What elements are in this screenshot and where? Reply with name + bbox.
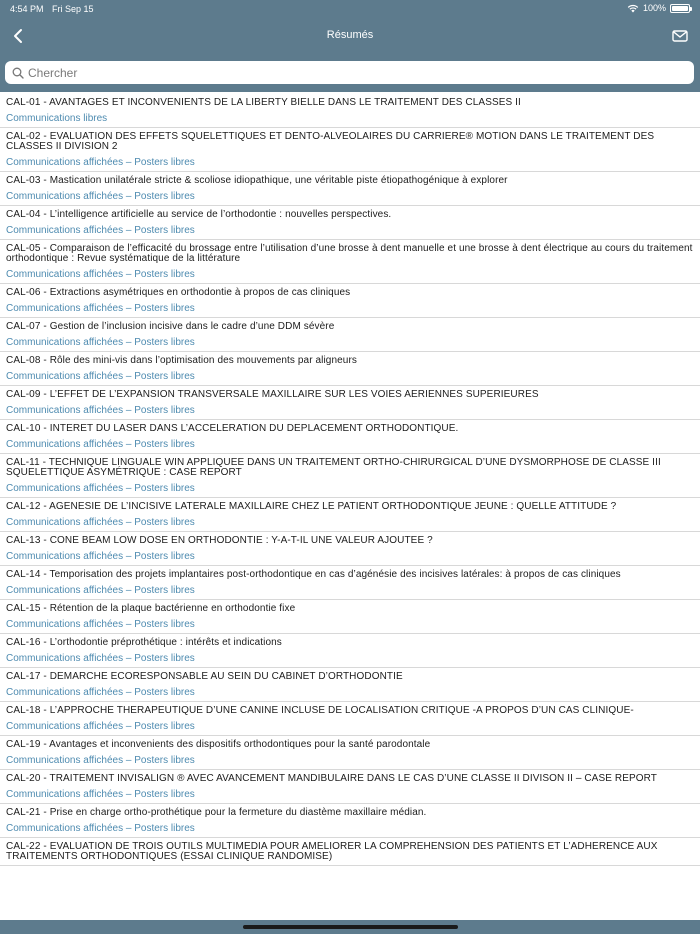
item-title: CAL-07 - Gestion de l’inclusion incisive dans le cadre d’une DDM sévère — [6, 321, 335, 332]
list-item[interactable] — [0, 284, 700, 318]
list-item[interactable] — [0, 240, 700, 284]
item-title: CAL-16 - L’orthodontie préprothétique : intérêts et indications — [6, 637, 282, 648]
list-item[interactable] — [0, 566, 700, 600]
list-item[interactable] — [0, 318, 700, 352]
item-title: CAL-09 - L’EFFET DE L’EXPANSION TRANSVERSALE MAXILLAIRE SUR LES VOIES AERIENNES SUPERIEURES — [6, 389, 539, 400]
status-bar — [0, 0, 700, 18]
header — [0, 0, 700, 92]
item-subtitle: Communications affichées – Posters libres — [6, 483, 195, 494]
mail-button[interactable] — [668, 25, 692, 47]
item-title: CAL-04 - L’intelligence artificielle au service de l’orthodontie : nouvelles perspectives. — [6, 209, 392, 220]
item-subtitle: Communications affichées – Posters libres — [6, 337, 195, 348]
item-title: CAL-05 - Comparaison de l’efficacité du brossage entre l’utilisation d’une brosse à dent manuelle et une brosse à dent électrique au cours du traitement orthodontique : Revue systématique de la littérature — [6, 243, 693, 264]
item-title: CAL-10 - INTERET DU LASER DANS L’ACCELERATION DU DEPLACEMENT ORTHODONTIQUE. — [6, 423, 459, 434]
item-subtitle: Communications affichées – Posters libres — [6, 405, 195, 416]
list-item[interactable] — [0, 352, 700, 386]
item-title: CAL-13 - CONE BEAM LOW DOSE EN ORTHODONTIE : Y-A-T-IL UNE VALEUR AJOUTEE ? — [6, 535, 433, 546]
item-title: CAL-02 - EVALUATION DES EFFETS SQUELETTIQUES ET DENTO-ALVEOLAIRES DU CARRIERE® MOTION DANS LE TRAITEMENT DES CLASSES II DIVISION 2 — [6, 131, 655, 152]
list-item[interactable] — [0, 736, 700, 770]
item-subtitle: Communications affichées – Posters libres — [6, 619, 195, 630]
battery-percent: 100% — [642, 3, 666, 13]
item-title: CAL-18 - L’APPROCHE THERAPEUTIQUE D’UNE CANINE INCLUSE DE LOCALISATION CRITIQUE -A PROPOS D’UN CAS CLINIQUE- — [6, 705, 634, 716]
item-subtitle: Communications affichées – Posters libres — [6, 191, 195, 202]
abstract-list — [0, 94, 700, 866]
item-subtitle: Communications affichées – Posters libres — [6, 157, 195, 168]
item-subtitle: Communications affichées – Posters libres — [6, 755, 195, 766]
item-subtitle: Communications affichées – Posters libres — [6, 517, 195, 528]
item-title: CAL-17 - DEMARCHE ECORESPONSABLE AU SEIN DU CABINET D’ORTHODONTIE — [6, 671, 403, 682]
item-title: CAL-19 - Avantages et inconvenients des dispositifs orthodontiques pour la santé parodontale — [6, 739, 431, 750]
list-item[interactable] — [0, 770, 700, 804]
list-item[interactable] — [0, 420, 700, 454]
item-subtitle: Communications affichées – Posters libres — [6, 371, 195, 382]
item-title: CAL-11 - TECHNIQUE LINGUALE WIN APPLIQUEE DANS UN TRAITEMENT ORTHO-CHIRURGICAL D’UNE DYSMORPHOSE DE CLASSE III SQUELETTIQUE ASYMÉTRIQUE : CASE REPORT — [6, 457, 661, 478]
battery-icon — [670, 4, 690, 13]
item-subtitle: Communications affichées – Posters libres — [6, 687, 195, 698]
list-item[interactable] — [0, 532, 700, 566]
item-subtitle: Communications affichées – Posters libres — [6, 551, 195, 562]
item-subtitle: Communications affichées – Posters libres — [6, 225, 195, 236]
list-item[interactable] — [0, 498, 700, 532]
item-title: CAL-06 - Extractions asymétriques en orthodontie à propos de cas cliniques — [6, 287, 351, 298]
status-indicators — [627, 3, 690, 13]
item-subtitle: Communications affichées – Posters libres — [6, 721, 195, 732]
item-title: CAL-14 - Temporisation des projets implantaires post-orthodontique en cas d’agénésie des incisives latérales: à propos de cas cliniques — [6, 569, 621, 580]
list-item[interactable] — [0, 668, 700, 702]
item-title: CAL-22 - EVALUATION DE TROIS OUTILS MULTIMEDIA POUR AMELIORER LA COMPREHENSION DES PATIENTS ET L’ADHERENCE AUX TRAITEMENTS ORTHODONTIQUES (ESSAI CLINIQUE RANDOMISE) — [6, 841, 658, 862]
envelope-icon — [672, 30, 688, 42]
status-time: 4:54 PM — [10, 4, 44, 14]
item-subtitle: Communications affichées – Posters libres — [6, 653, 195, 664]
nav-bar — [0, 22, 700, 50]
item-title: CAL-01 - AVANTAGES ET INCONVENIENTS DE LA LIBERTY BIELLE DANS LE TRAITEMENT DES CLASSES II — [6, 97, 521, 108]
list-item[interactable] — [0, 172, 700, 206]
item-title: CAL-15 - Rétention de la plaque bactérienne en orthodontie fixe — [6, 603, 296, 614]
list-item[interactable] — [0, 600, 700, 634]
list-item[interactable] — [0, 206, 700, 240]
list-item[interactable] — [0, 386, 700, 420]
list-item[interactable] — [0, 94, 700, 128]
list-item[interactable] — [0, 702, 700, 736]
list-item[interactable] — [0, 454, 700, 498]
item-subtitle: Communications affichées – Posters libres — [6, 789, 195, 800]
wifi-icon — [627, 4, 639, 13]
list-item[interactable] — [0, 128, 700, 172]
item-subtitle: Communications affichées – Posters libres — [6, 269, 195, 280]
home-indicator[interactable] — [243, 925, 458, 929]
status-date: Fri Sep 15 — [52, 4, 94, 14]
item-title: CAL-12 - AGENESIE DE L’INCISIVE LATERALE MAXILLAIRE CHEZ LE PATIENT ORTHODONTIQUE JEUNE : QUELLE ATTITUDE ? — [6, 501, 617, 512]
item-title: CAL-20 - TRAITEMENT INVISALIGN ® AVEC AVANCEMENT MANDIBULAIRE DANS LE CAS D’UNE CLASSE II DIVISON II – CASE REPORT — [6, 773, 657, 784]
item-subtitle: Communications affichées – Posters libres — [6, 585, 195, 596]
item-subtitle: Communications affichées – Posters libres — [6, 303, 195, 314]
search-input[interactable] — [28, 66, 668, 80]
item-title: CAL-21 - Prise en charge ortho-prothétique pour la fermeture du diastème maxillaire médian. — [6, 807, 427, 818]
item-subtitle: Communications affichées – Posters libres — [6, 439, 195, 450]
item-subtitle: Communications affichées – Posters libres — [6, 823, 195, 834]
search-icon — [12, 67, 24, 79]
list-item[interactable] — [0, 838, 700, 866]
item-title: CAL-03 - Mastication unilatérale stricte & scoliose idiopathique, une véritable piste étiopathogénique à explorer — [6, 175, 508, 186]
item-subtitle: Communications libres — [6, 113, 108, 124]
list-item[interactable] — [0, 634, 700, 668]
item-title: CAL-08 - Rôle des mini-vis dans l’optimisation des mouvements par aligneurs — [6, 355, 357, 366]
page-title: Résumés — [326, 29, 374, 41]
search-bar[interactable] — [5, 61, 694, 84]
home-indicator-bar — [0, 920, 700, 934]
list-item[interactable] — [0, 804, 700, 838]
